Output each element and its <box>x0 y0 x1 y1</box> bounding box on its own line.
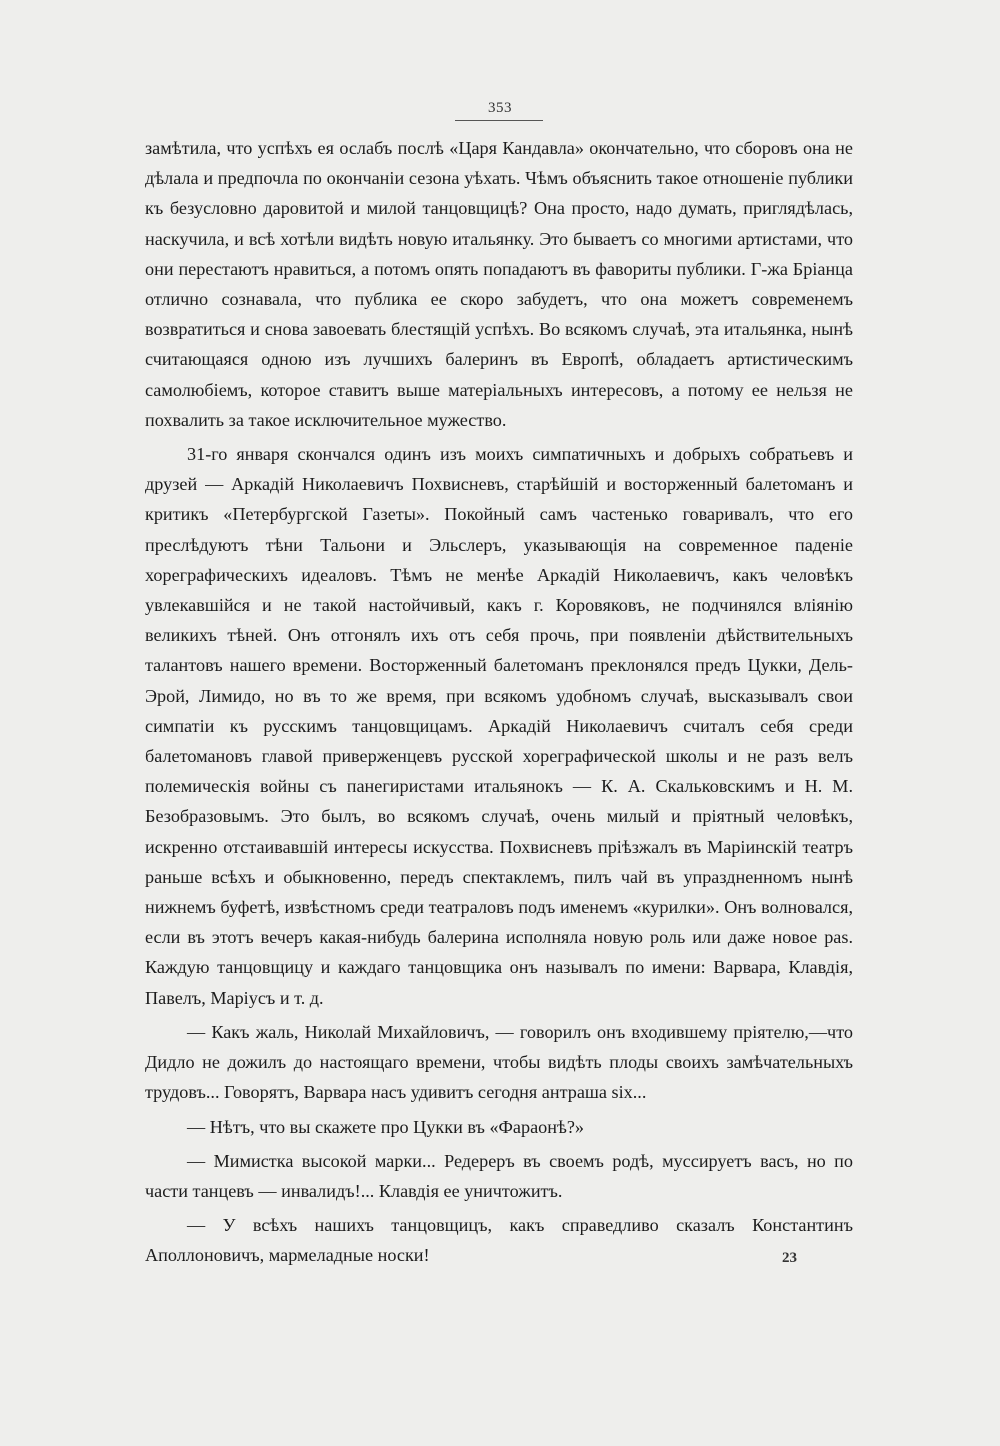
body-text <box>145 133 853 1271</box>
paragraph: замѣтила, что успѣхъ ея ослабъ послѣ «Царя Кандавла» окончательно, что сборовъ она не дѣлала и предпочла по окончаніи сезона уѣхать. Чѣмъ объяснить такое отношеніе публики къ безусловно даровитой и милой танцовщицѣ? Она просто, надо думать, приглядѣлась, наскучила, и всѣ хотѣли видѣть новую итальянку. Это бываетъ со многими артистами, что они перестаютъ нравиться, а потомъ опять попадаютъ въ фавориты публики. Г-жа Бріанца отлично сознавала, что публика ее скоро забудетъ, что она можетъ современемъ возвратиться и снова завоевать блестящій успѣхъ. Во всякомъ случаѣ, эта итальянка, нынѣ считающаяся одною изъ лучшихъ балеринъ въ Европѣ, обладаетъ артистическимъ самолюбіемъ, которое ставитъ выше матеріальныхъ интересовъ, а потому ее нельзя не похвалить за такое исключительное мужество. <box>145 138 853 430</box>
dialogue-line: — Мимистка высокой марки... Редереръ въ своемъ родѣ, муссируетъ васъ, но по части танцевъ — инвалидъ!... Клавдія ее уничтожитъ. <box>145 1150 853 1201</box>
dialogue-line: — У всѣхъ нашихъ танцовщицъ, какъ справедливо сказалъ Константинъ Аполлоновичъ, мармеладные носки! <box>145 1215 853 1266</box>
paragraph: 31-го января скончался одинъ изъ моихъ симпатичныхъ и добрыхъ собратьевъ и друзей — Аркадій Николаевичъ Похвисневъ, старѣйшій и восторженный балетоманъ и критикъ «Петербургской Газеты». Покойный самъ частенько говаривалъ, что его преслѣдуютъ тѣни Тальони и Эльслеръ, указывающія на современное паденіе хореграфическихъ идеаловъ. Тѣмъ не менѣе Аркадій Николаевичъ, какъ человѣкъ увлекавшійся и не такой настойчивый, какъ г. Коровяковъ, не подчинялся вліянію великихъ тѣней. Онъ отгонялъ ихъ отъ себя прочь, при появленіи дѣйствительныхъ талантовъ нашего времени. Восторженный балетоманъ преклонялся предъ Цукки, Дель-Эрой, Лимидо, но въ то же время, при всякомъ удобномъ случаѣ, высказывалъ свои симпатіи къ русскимъ танцовщицамъ. Аркадій Николаевичъ считалъ себя среди балетомановъ главой приверженцевъ русской хореграфической школы и не разъ велъ полемическія войны съ панегиристами итальянокъ — К. А. Скальковскимъ и Н. М. Безобразовымъ. Это былъ, во всякомъ случаѣ, очень милый и пріятный человѣкъ, искренно отстаивавшій интересы искусства. Похвисневъ пріѣзжалъ въ Маріинскій театръ раньше всѣхъ и обыкновенно, передъ спектаклемъ, пилъ чай въ упраздненномъ нынѣ нижнемъ буфетѣ, извѣстномъ среди театраловъ подъ именемъ «курилки». Онъ волновался, если въ этотъ вечеръ какая-нибудь балерина исполняла новую роль или даже новое pas. Каждую танцовщицу и каждаго танцовщика онъ называлъ по имени: Варвара, Клавдія, Павелъ, Маріусъ и т. д. <box>145 444 853 1008</box>
dialogue-line: — Какъ жаль, Николай Михайловичъ, — говорилъ онъ входившему пріятелю,—что Дидло не дожилъ до настоящаго времени, чтобы видѣть плоды своихъ замѣчательныхъ трудовъ... Говорятъ, Варвара насъ удивитъ сегодня антраша six... <box>145 1021 853 1103</box>
printer-signature-mark: 23 <box>782 1250 797 1266</box>
page-number: 353 <box>488 100 512 116</box>
dialogue-line: — Нѣтъ, что вы скажете про Цукки въ «Фараонѣ?» <box>187 1116 585 1137</box>
page-number-rule <box>455 120 543 121</box>
